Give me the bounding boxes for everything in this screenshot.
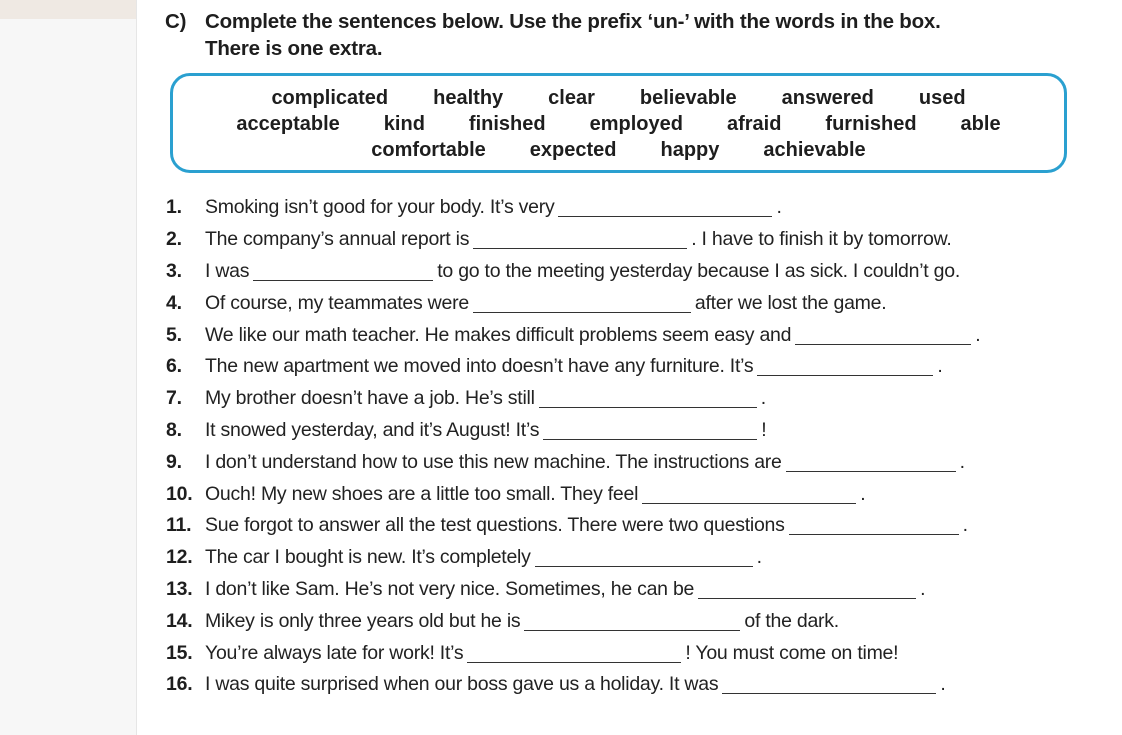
sentence-text: The new apartment we moved into doesn’t have any furniture. It’s xyxy=(205,355,754,378)
sentence-text: Sue forgot to answer all the test questions. There were two questions xyxy=(205,514,785,537)
word-option: employed xyxy=(589,113,683,135)
sentence-3 xyxy=(166,256,1106,288)
answer-blank[interactable] xyxy=(253,262,433,281)
word-option: comfortable xyxy=(371,139,486,161)
sentence-number: 6. xyxy=(166,355,182,378)
sentence-number: 16. xyxy=(166,673,193,696)
answer-blank[interactable] xyxy=(524,612,740,631)
sentence-text-after: to go to the meeting yesterday because I as sick. I couldn’t go. xyxy=(437,259,960,282)
sentence-15 xyxy=(166,637,1106,669)
word-option: happy xyxy=(660,139,720,161)
sentence-text-after: . xyxy=(920,577,926,600)
sentence-text-after: . xyxy=(760,387,766,410)
sentence-number: 1. xyxy=(166,196,182,219)
word-option: used xyxy=(918,87,966,109)
sentence-7 xyxy=(166,383,1106,415)
sentence-1 xyxy=(166,192,1106,224)
sentence-13 xyxy=(166,574,1106,606)
word-option: finished xyxy=(468,113,546,135)
sentence-text: I was quite surprised when our boss gave us a holiday. It was xyxy=(205,673,719,696)
exercise-label: C) xyxy=(165,10,187,33)
left-panel xyxy=(0,0,137,735)
sentence-8 xyxy=(166,415,1106,447)
word-box-row-3 xyxy=(173,138,1064,162)
answer-blank[interactable] xyxy=(473,230,687,249)
sentence-text: I was xyxy=(205,259,250,282)
instructions-line-2 xyxy=(165,35,1095,62)
sentence-text: Of course, my teammates were xyxy=(205,291,469,314)
sentence-text: You’re always late for work! It’s xyxy=(205,641,464,664)
sentence-text-after: . xyxy=(940,673,946,696)
sentence-2 xyxy=(166,224,1106,256)
sentence-text-after: ! xyxy=(761,418,767,441)
sentence-text: Ouch! My new shoes are a little too small. They feel xyxy=(205,482,639,505)
answer-blank[interactable] xyxy=(642,485,856,504)
sentence-number: 10. xyxy=(166,482,193,505)
sentence-number: 12. xyxy=(166,546,193,569)
sentence-list xyxy=(166,192,1106,701)
word-option: kind xyxy=(383,113,425,135)
sentence-number: 9. xyxy=(166,450,182,473)
sentence-10 xyxy=(166,478,1106,510)
sentence-4 xyxy=(166,287,1106,319)
answer-blank[interactable] xyxy=(757,357,933,376)
word-box-row-1 xyxy=(173,86,1064,110)
sentence-number: 2. xyxy=(166,228,182,251)
sentence-9 xyxy=(166,446,1106,478)
answer-blank[interactable] xyxy=(467,644,681,663)
word-option: complicated xyxy=(271,87,389,109)
sentence-6 xyxy=(166,351,1106,383)
word-option: expected xyxy=(529,139,617,161)
sentence-text-after: . xyxy=(962,514,968,537)
word-option: clear xyxy=(548,87,595,109)
sentence-text-after: . I have to finish it by tomorrow. xyxy=(691,228,952,251)
answer-blank[interactable] xyxy=(786,453,956,472)
sentence-text-after: . xyxy=(860,482,866,505)
instructions-line-1 xyxy=(165,8,1095,35)
answer-blank[interactable] xyxy=(795,326,971,345)
word-option: furnished xyxy=(825,113,917,135)
sentence-16 xyxy=(166,669,1106,701)
sentence-text-after: of the dark. xyxy=(744,609,839,632)
sentence-number: 15. xyxy=(166,641,193,664)
sentence-number: 3. xyxy=(166,259,182,282)
left-panel-tab xyxy=(0,0,136,19)
sentence-text-after: after we lost the game. xyxy=(694,291,887,314)
sentence-number: 5. xyxy=(166,323,182,346)
word-option: believable xyxy=(639,87,737,109)
answer-blank[interactable] xyxy=(789,516,959,535)
word-option: able xyxy=(960,113,1001,135)
sentence-11 xyxy=(166,510,1106,542)
sentence-text: Mikey is only three years old but he is xyxy=(205,609,521,632)
word-option: afraid xyxy=(726,113,782,135)
sentence-number: 13. xyxy=(166,577,193,600)
sentence-text: Smoking isn’t good for your body. It’s very xyxy=(205,196,555,219)
sentence-14 xyxy=(166,605,1106,637)
word-option: healthy xyxy=(433,87,504,109)
word-option: acceptable xyxy=(236,113,340,135)
sentence-text-after: . xyxy=(937,355,943,378)
word-option: answered xyxy=(781,87,874,109)
sentence-12 xyxy=(166,542,1106,574)
sentence-text-after: . xyxy=(756,546,762,569)
instructions-text-2: There is one extra. xyxy=(205,37,383,60)
sentence-text: The car I bought is new. It’s completely xyxy=(205,546,531,569)
answer-blank[interactable] xyxy=(535,548,753,567)
sentence-text-after: . xyxy=(975,323,981,346)
answer-blank[interactable] xyxy=(473,294,691,313)
sentence-text: I don’t like Sam. He’s not very nice. Sometimes, he can be xyxy=(205,577,695,600)
sentence-number: 8. xyxy=(166,418,182,441)
sentence-5 xyxy=(166,319,1106,351)
word-option: achievable xyxy=(763,139,866,161)
sentence-text: I don’t understand how to use this new machine. The instructions are xyxy=(205,450,782,473)
sentence-text: We like our math teacher. He makes difficult problems seem easy and xyxy=(205,323,792,346)
sentence-text-after: . xyxy=(776,196,782,219)
instructions-text-1: Complete the sentences below. Use the prefix ‘un-’ with the words in the box. xyxy=(205,10,941,33)
sentence-number: 7. xyxy=(166,387,182,410)
sentence-number: 11. xyxy=(166,514,192,537)
answer-blank[interactable] xyxy=(558,198,772,217)
answer-blank[interactable] xyxy=(543,421,757,440)
sentence-number: 4. xyxy=(166,291,182,314)
sentence-text: The company’s annual report is xyxy=(205,228,470,251)
sentence-text: It snowed yesterday, and it’s August! It’s xyxy=(205,418,540,441)
answer-blank[interactable] xyxy=(722,675,936,694)
sentence-text-after: . xyxy=(959,450,965,473)
exercise-instructions xyxy=(165,8,1095,62)
answer-blank[interactable] xyxy=(539,389,757,408)
word-box-row-2 xyxy=(173,112,1064,136)
worksheet-page xyxy=(137,0,1122,735)
sentence-text-after: ! You must come on time! xyxy=(685,641,899,664)
answer-blank[interactable] xyxy=(698,580,916,599)
word-box xyxy=(170,73,1067,173)
sentence-number: 14. xyxy=(166,609,193,632)
sentence-text: My brother doesn’t have a job. He’s still xyxy=(205,387,535,410)
